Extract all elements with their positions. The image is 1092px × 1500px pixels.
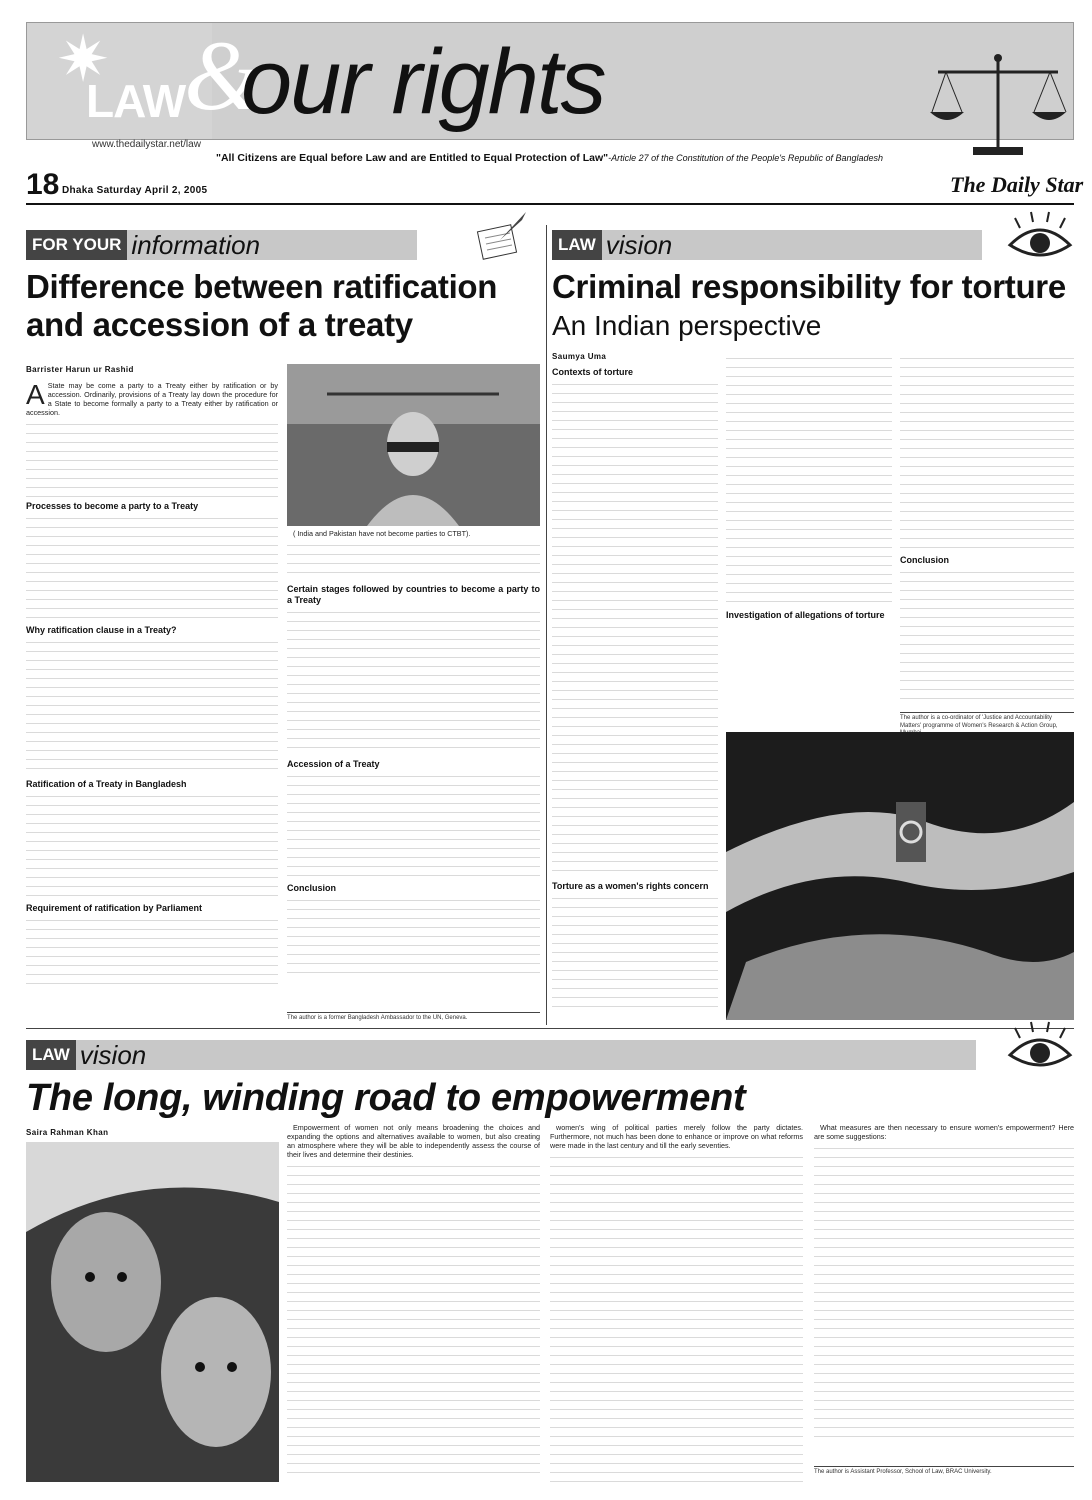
subhead: Requirement of ratification by Parliament (26, 902, 203, 913)
masthead-tagline (216, 152, 883, 164)
notepad-quill-icon (470, 210, 530, 265)
text-body (287, 770, 540, 880)
article2-column-1 (552, 364, 718, 1019)
eye-icon (1005, 210, 1075, 265)
tagline-text: "All Citizens are Equal before Law and are Entitled to Equal Protection of Law" (216, 152, 609, 164)
newspaper-name: The Daily Star (950, 172, 1084, 197)
women-portrait-photo (26, 1142, 279, 1482)
article3-byline: Saira Rahman Khan (26, 1128, 109, 1137)
text-body (552, 892, 718, 1012)
tagline-source: -Article 27 of the Constitution of the People's Republic of Bangladesh (608, 153, 883, 163)
article1-author-note: The author is a former Bangladesh Ambassador to the UN, Geneva. (287, 1012, 540, 1023)
article1-byline: Barrister Harun ur Rashid (26, 365, 134, 374)
article3-author-note: The author is Assistant Professor, School of Law, BRAC University. (814, 1466, 1074, 1477)
article3-headline: The long, winding road to empowerment (26, 1077, 746, 1119)
subhead: Processes to become a party to a Treaty (26, 500, 199, 511)
dateline: Dhaka Saturday April 2, 2005 (62, 185, 208, 196)
text-body (900, 566, 1074, 706)
statue-illustration (287, 364, 540, 526)
subhead: Torture as a women's rights concern (552, 881, 709, 891)
article1-column-1 (26, 382, 278, 1002)
section-tag: LAW (552, 230, 602, 260)
section-header-info (26, 230, 446, 260)
article1-headline: Difference between ratification and accession of a treaty (26, 268, 498, 343)
article3-col3-start: What measures are then necessary to ensure women's empowerment? Here are some suggestions: (814, 1124, 1074, 1141)
article2-headline: Criminal responsibility for torture (552, 268, 1066, 305)
hands-illustration (726, 732, 1074, 1020)
section-header-lawvision-2 (26, 1040, 986, 1070)
masthead-law: LAW (86, 75, 186, 127)
article3-column-3 (814, 1124, 1074, 1444)
text-body (552, 378, 718, 878)
article1-intro (26, 382, 278, 418)
article1-intro-text: State may be come a party to a Treaty either by ratification or by accession. Ordinarily, provisions of a Treaty lay down the procedure for a State to become formally a party to a Treaty either by ratification or accession. (26, 382, 278, 417)
text-body (814, 1142, 1074, 1442)
section-header-lawvision-1 (552, 230, 992, 260)
text-body (287, 606, 540, 756)
text-body (287, 894, 540, 974)
women-illustration (26, 1142, 279, 1482)
star-icon: ✷ (56, 23, 110, 95)
article3-col2-start: women's wing of political parties merely follow the party dictates. Furthermore, not much has been done to enhance or improve on what reforms were made in the last century and till the early seventies. (550, 1124, 803, 1150)
subhead: Why ratification clause in a Treaty? (26, 624, 177, 635)
article3-intro: Empowerment of women not only means broadening the choices and expanding the options and alternatives available to women, but also creating an atmosphere where they will be able to independently assess the course of their lives and determine their destinies. (287, 1124, 540, 1159)
scales-of-justice-icon (928, 52, 1068, 162)
text-body (550, 1151, 803, 1484)
text-body (26, 418, 278, 498)
section-word: vision (602, 230, 982, 260)
torture-hands-photo (726, 732, 1074, 1020)
article2-column-3 (900, 352, 1074, 712)
subhead: Investigation of allegations of torture (726, 610, 885, 620)
photo-caption: ( India and Pakistan have not become parties to CTBT). (293, 530, 471, 538)
text-body (900, 352, 1074, 552)
article2-subhead: An Indian perspective (552, 310, 822, 341)
column-divider (546, 225, 547, 1025)
top-rule (26, 203, 1074, 205)
section-word: information (127, 230, 417, 260)
subhead: Conclusion (287, 882, 336, 893)
section-word: vision (76, 1040, 976, 1070)
section-tag: LAW (26, 1040, 76, 1070)
masthead-url[interactable]: www.thedailystar.net/law (92, 139, 201, 150)
eye-icon (1005, 1020, 1075, 1075)
article3-column-1 (287, 1124, 540, 1484)
article2-byline: Saumya Uma (552, 352, 607, 361)
subhead: Conclusion (900, 555, 949, 565)
text-body (26, 914, 278, 984)
subhead: Contexts of torture (552, 367, 633, 377)
drop-cap: A (26, 382, 45, 410)
text-body (26, 636, 278, 776)
text-body (26, 512, 278, 622)
subhead: Ratification of a Treaty in Bangladesh (26, 778, 187, 789)
section-divider (26, 1028, 1074, 1029)
text-body (287, 539, 540, 581)
page-number: 18 (26, 168, 60, 201)
subhead: Certain stages followed by countries to become a party to a Treaty (287, 583, 540, 605)
article1-column-2 (287, 530, 540, 1002)
masthead-ampersand: & (184, 20, 262, 131)
article2-column-2 (726, 352, 892, 642)
subhead: Accession of a Treaty (287, 758, 380, 769)
article3-column-2 (550, 1124, 803, 1484)
text-body (726, 352, 892, 607)
text-body (26, 790, 278, 900)
masthead (26, 22, 1074, 177)
article2-author-note: The author is a co-ordinator of 'Justice and Accountability Matters' programme of Women's Research & Action Group, (900, 712, 1074, 738)
masthead-title: our rights (241, 31, 605, 133)
section-tag: FOR YOUR (26, 230, 127, 260)
text-body (287, 1160, 540, 1480)
justice-statue-photo (287, 364, 540, 526)
